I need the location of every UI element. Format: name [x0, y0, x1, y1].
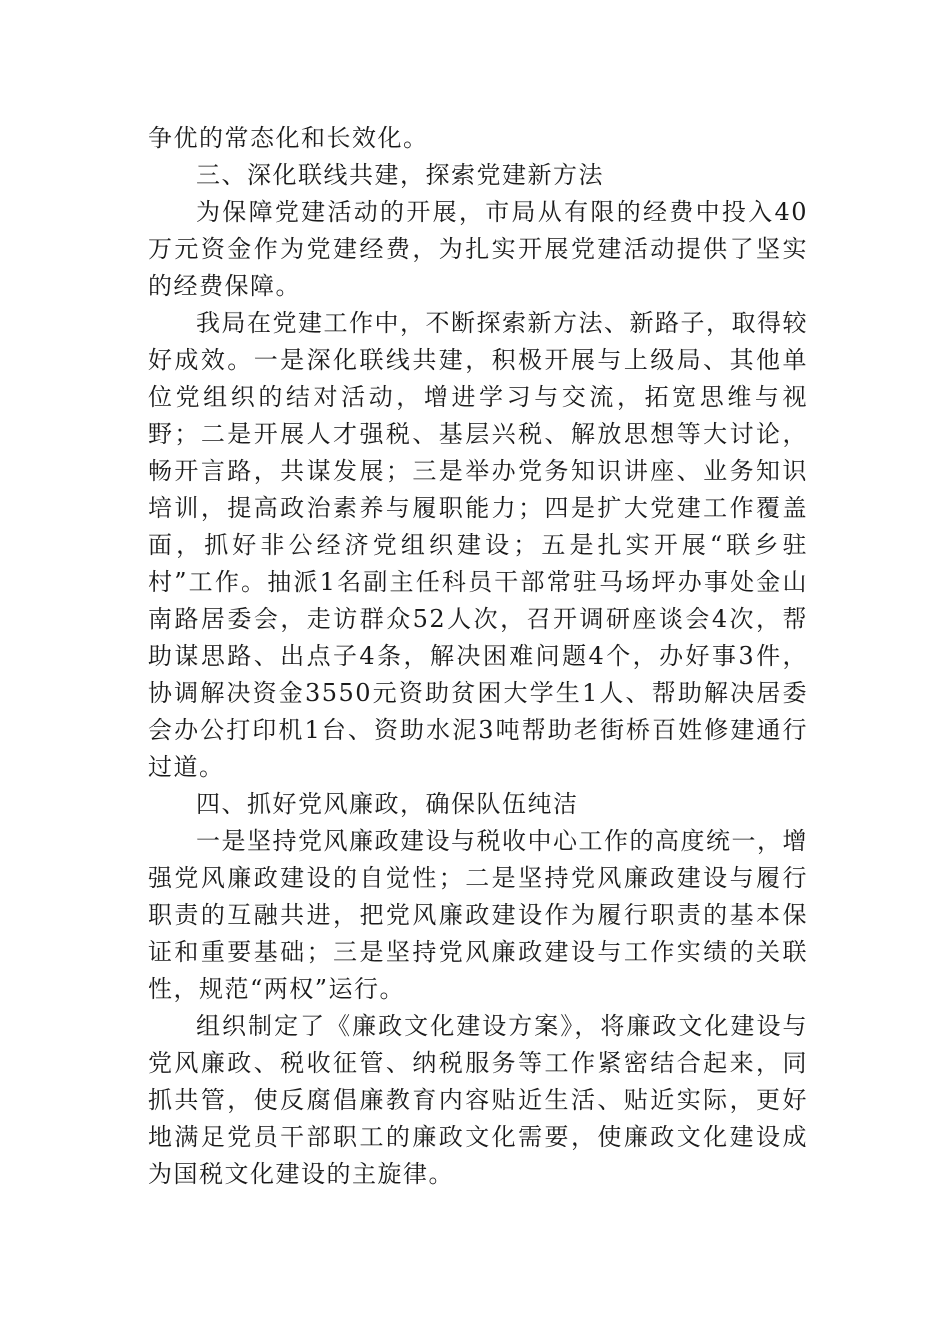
paragraph-party-methods: 我局在党建工作中，不断探索新方法、新路子，取得较好成效。一是深化联线共建，积极开展与上级局、其他单位党组织的结对活动，增进学习与交流，拓宽思维与视野；二是开展人才强税、基层兴税、解放思想等大讨论，畅开言路，共谋发展；三是举办党务知识讲座、业务知识培训，提高政治素养与履职能力；四是扩大党建工作覆盖面，抓好非公经济党组织建设；五是扎实开展“联乡驻村”工作。抽派1名副主任科员干部常驻马场坪办事处金山南路居委会，走访群众52人次，召开调研座谈会4次，帮助谋思路、出点子4条，解决困难问题4个，办好事3件，协调解决资金3550元资助贫困大学生1人、帮助解决居委会办公打印机1台、资助水泥3吨帮助老街桥百姓修建通行过道。 [148, 309, 808, 781]
paragraph-integrity-principles: 一是坚持党风廉政建设与税收中心工作的高度统一，增强党风廉政建设的自觉性；二是坚持党风廉政建设与履行职责的互融共进，把党风廉政建设作为履行职责的基本保证和重要基础；三是坚持党风廉政建设与工作实绩的关联性，规范“两权”运行。 [148, 827, 808, 1003]
paragraph-integrity-culture: 组织制定了《廉政文化建设方案》，将廉政文化建设与党风廉政、税收征管、纳税服务等工作紧密结合起来，同抓共管，使反腐倡廉教育内容贴近生活、贴近实际，更好地满足党员干部职工的廉政文化需要，使廉政文化建设成为国税文化建设的主旋律。 [148, 1012, 808, 1188]
paragraph-party-funds: 为保障党建活动的开展，市局从有限的经费中投入40万元资金作为党建经费，为扎实开展党建活动提供了坚实的经费保障。 [148, 198, 808, 300]
section-heading-3: 三、深化联线共建，探索党建新方法 [196, 161, 604, 189]
document-body [148, 120, 808, 1193]
paragraph-continuation: 争优的常态化和长效化。 [148, 124, 429, 152]
section-heading-4: 四、抓好党风廉政，确保队伍纯洁 [196, 790, 579, 818]
